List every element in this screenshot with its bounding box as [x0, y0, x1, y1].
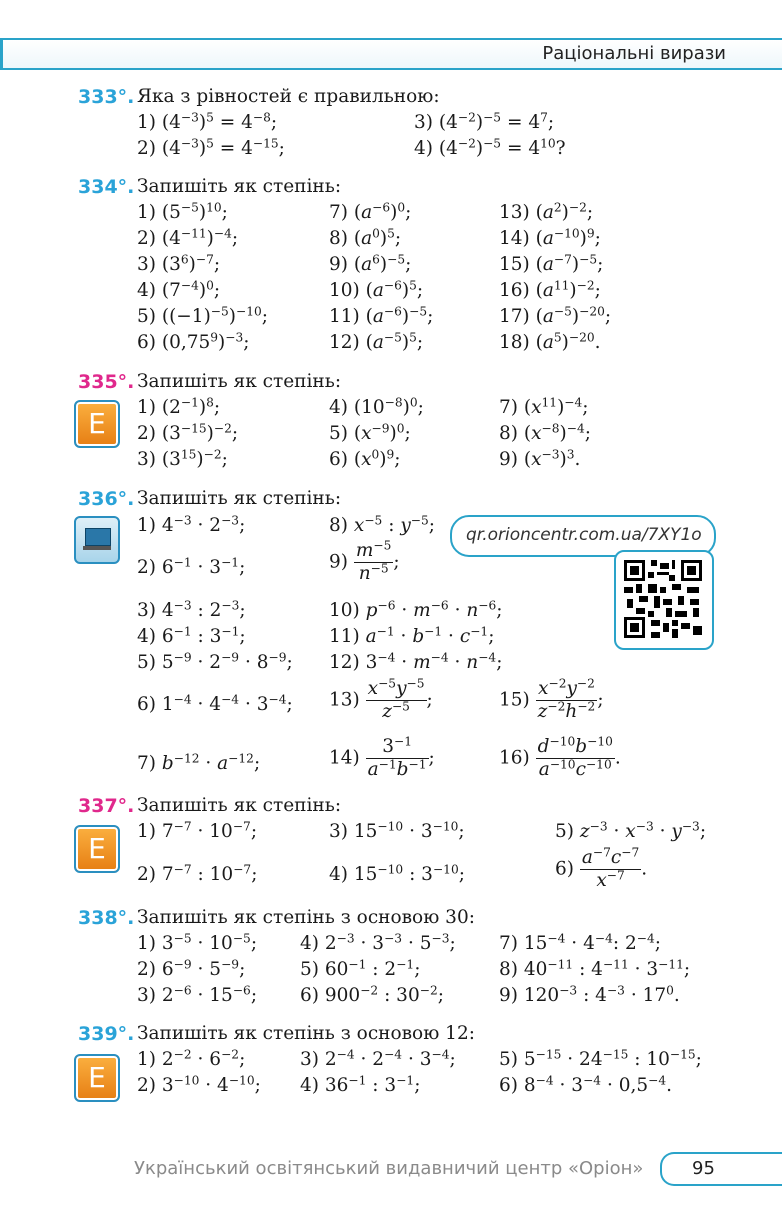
exercise-item: 3) $(3^6)^{-7}$;: [137, 252, 221, 275]
task-text-333: Яка з рівностей є правильною:: [137, 86, 440, 107]
exercise-item: 9) $(a^6)^{-5}$;: [329, 252, 412, 275]
exercise-item: 13) $\frac{x^{-5}y^{-5}}{z^{-5}}$ ;: [329, 676, 433, 722]
exercise-item: 9) $\frac{m^{-5}}{n^{-5}}$ ;: [329, 538, 400, 584]
task-number-337: 337°.: [78, 795, 135, 817]
exercise-item: 4) $15^{-10}$ : $3^{-10}$;: [329, 862, 465, 885]
exercise-item: 1) $3^{-5} \cdot 10^{-5}$;: [137, 931, 258, 954]
exercise-item: 8) $(a^0)^5$;: [329, 226, 402, 249]
header-bar: [0, 38, 782, 70]
exercise-item: 2) $(4^{-3})^5 = 4^{-15}$;: [137, 136, 285, 159]
exercise-item: 4) $2^{-3} \cdot 3^{-3} \cdot 5^{-3}$;: [300, 931, 456, 954]
exercise-item: 7) $b^{-12} \cdot a^{-12}$;: [137, 751, 261, 774]
exercise-item: 3) $4^{-3}$ : $2^{-3}$;: [137, 598, 246, 621]
task-text-338: Запишіть як степінь з основою 30:: [137, 907, 475, 928]
exercise-item: 4) $36^{-1}$ : $3^{-1}$;: [300, 1073, 421, 1096]
exercise-item: 16) $(a^{11})^{-2}$;: [499, 278, 601, 301]
e-icon: E: [74, 400, 120, 448]
qr-code-icon[interactable]: [614, 550, 714, 650]
task-number-335: 335°.: [78, 371, 135, 393]
exercise-item: 5) $60^{-1}$ : $2^{-1}$;: [300, 957, 421, 980]
exercise-item: 3) $(3^{15})^{-2}$;: [137, 447, 228, 470]
exercise-item: 17) $(a^{-5})^{-20}$;: [499, 304, 612, 327]
exercise-item: 14) $(a^{-10})^9$;: [499, 226, 601, 249]
e-icon: E: [74, 825, 120, 873]
publisher-name: Український освітянський видавничий центр «Оріон»: [134, 1158, 644, 1179]
exercise-item: 5) $z^{-3} \cdot x^{-3} \cdot y^{-3}$;: [555, 819, 707, 842]
exercise-item: 6) $8^{-4} \cdot 3^{-4} \cdot 0,5^{-4}$.: [499, 1073, 673, 1096]
exercise-item: 18) $(a^5)^{-20}$.: [499, 330, 601, 353]
page-number: 95: [692, 1158, 715, 1179]
exercise-item: 6) $(x^0)^9$;: [329, 447, 401, 470]
chapter-title: Раціональні вирази: [542, 43, 726, 64]
task-number-338: 338°.: [78, 907, 135, 929]
exercise-item: 2) $7^{-7}$ : $10^{-7}$;: [137, 862, 258, 885]
exercise-item: 1) $(5^{-5})^{10}$;: [137, 200, 228, 223]
exercise-item: 9) $(x^{-3})^3$.: [499, 447, 581, 470]
exercise-item: 4) $(4^{-2})^{-5} = 4^{10}$?: [414, 136, 566, 159]
exercise-item: 7) $(x^{11})^{-4}$;: [499, 395, 589, 418]
exercise-item: 4) $(10^{-8})^0$;: [329, 395, 424, 418]
exercise-item: 2) $(3^{-15})^{-2}$;: [137, 421, 239, 444]
exercise-item: 13) $(a^2)^{-2}$;: [499, 200, 594, 223]
exercise-item: 4) $6^{-1}$ : $3^{-1}$;: [137, 624, 246, 647]
exercise-item: 8) $x^{-5}$ : $y^{-5}$;: [329, 513, 435, 536]
exercise-item: 12) $3^{-4} \cdot m^{-4} \cdot n^{-4}$;: [329, 650, 503, 673]
qr-url: qr.orioncentr.com.ua/7XY1o: [466, 525, 702, 545]
qr-code-graphic: [624, 560, 702, 638]
exercise-item: 10) $p^{-6} \cdot m^{-6} \cdot n^{-6}$;: [329, 598, 503, 621]
exercise-item: 1) $(4^{-3})^5 = 4^{-8}$;: [137, 110, 278, 133]
exercise-item: 1) $4^{-3} \cdot 2^{-3}$;: [137, 513, 246, 536]
task-text-337: Запишіть як степінь:: [137, 795, 342, 816]
task-text-339: Запишіть як степінь з основою 12:: [137, 1023, 475, 1044]
e-icon: E: [74, 1054, 120, 1102]
task-text-334: Запишіть як степінь:: [137, 176, 342, 197]
exercise-item: 3) $2^{-4} \cdot 2^{-4} \cdot 3^{-4}$;: [300, 1047, 456, 1070]
exercise-item: 2) $3^{-10} \cdot 4^{-10}$;: [137, 1073, 261, 1096]
computer-icon: [74, 516, 120, 564]
exercise-item: 7) $(a^{-6})^0$;: [329, 200, 412, 223]
task-number-333: 333°.: [78, 86, 135, 108]
exercise-item: 6) $(0,75^9)^{-3}$;: [137, 330, 250, 353]
exercise-item: 9) $120^{-3}$ : $4^{-3} \cdot 17^0$.: [499, 983, 680, 1006]
exercise-item: 5) $5^{-15} \cdot 24^{-15}$ : $10^{-15}$;: [499, 1047, 702, 1070]
exercise-item: 6) $900^{-2}$ : $30^{-2}$;: [300, 983, 444, 1006]
page-number-tab: [660, 1152, 782, 1186]
exercise-item: 6) $1^{-4} \cdot 4^{-4} \cdot 3^{-4}$;: [137, 692, 293, 715]
exercise-item: 1) $7^{-7} \cdot 10^{-7}$;: [137, 819, 258, 842]
task-number-334: 334°.: [78, 176, 135, 198]
exercise-item: 16) $\frac{d^{-10}b^{-10}}{a^{-10}c^{-10}}$ .: [499, 734, 621, 780]
exercise-item: 2) $6^{-1} \cdot 3^{-1}$;: [137, 555, 246, 578]
exercise-item: 3) $(4^{-2})^{-5} = 4^7$;: [414, 110, 555, 133]
exercise-item: 1) $(2^{-1})^8$;: [137, 395, 221, 418]
exercise-item: 12) $(a^{-5})^5$;: [329, 330, 424, 353]
exercise-item: 15) $(a^{-7})^{-5}$;: [499, 252, 604, 275]
exercise-item: 6) $\frac{a^{-7}c^{-7}}{x^{-7}}$ .: [555, 845, 648, 891]
exercise-item: 5) $((-1)^{-5})^{-10}$;: [137, 304, 269, 327]
exercise-item: 10) $(a^{-6})^5$;: [329, 278, 424, 301]
exercise-item: 1) $2^{-2} \cdot 6^{-2}$;: [137, 1047, 246, 1070]
task-number-336: 336°.: [78, 488, 135, 510]
exercise-item: 3) $2^{-6} \cdot 15^{-6}$;: [137, 983, 258, 1006]
exercise-item: 8) $(x^{-8})^{-4}$;: [499, 421, 591, 444]
exercise-item: 2) $6^{-9} \cdot 5^{-9}$;: [137, 957, 246, 980]
exercise-item: 15) $\frac{x^{-2}y^{-2}}{z^{-2}h^{-2}}$ ;: [499, 676, 604, 722]
exercise-item: 4) $(7^{-4})^0$;: [137, 278, 221, 301]
task-number-339: 339°.: [78, 1023, 135, 1045]
exercise-item: 8) $40^{-11}$ : $4^{-11} \cdot 3^{-11}$;: [499, 957, 691, 980]
exercise-item: 2) $(4^{-11})^{-4}$;: [137, 226, 239, 249]
task-text-336: Запишіть як степінь:: [137, 488, 342, 509]
exercise-item: 11) $(a^{-6})^{-5}$;: [329, 304, 434, 327]
exercise-item: 5) $5^{-9} \cdot 2^{-9} \cdot 8^{-9}$;: [137, 650, 293, 673]
exercise-item: 7) $15^{-4} \cdot 4^{-4}$: $2^{-4}$;: [499, 931, 661, 954]
exercise-item: 3) $15^{-10} \cdot 3^{-10}$;: [329, 819, 465, 842]
exercise-item: 5) $(x^{-9})^0$;: [329, 421, 411, 444]
exercise-item: 14) $\frac{3^{-1}}{a^{-1}b^{-1}}$ ;: [329, 734, 435, 780]
exercise-item: 11) $a^{-1} \cdot b^{-1} \cdot c^{-1}$;: [329, 624, 495, 647]
task-text-335: Запишіть як степінь:: [137, 371, 342, 392]
